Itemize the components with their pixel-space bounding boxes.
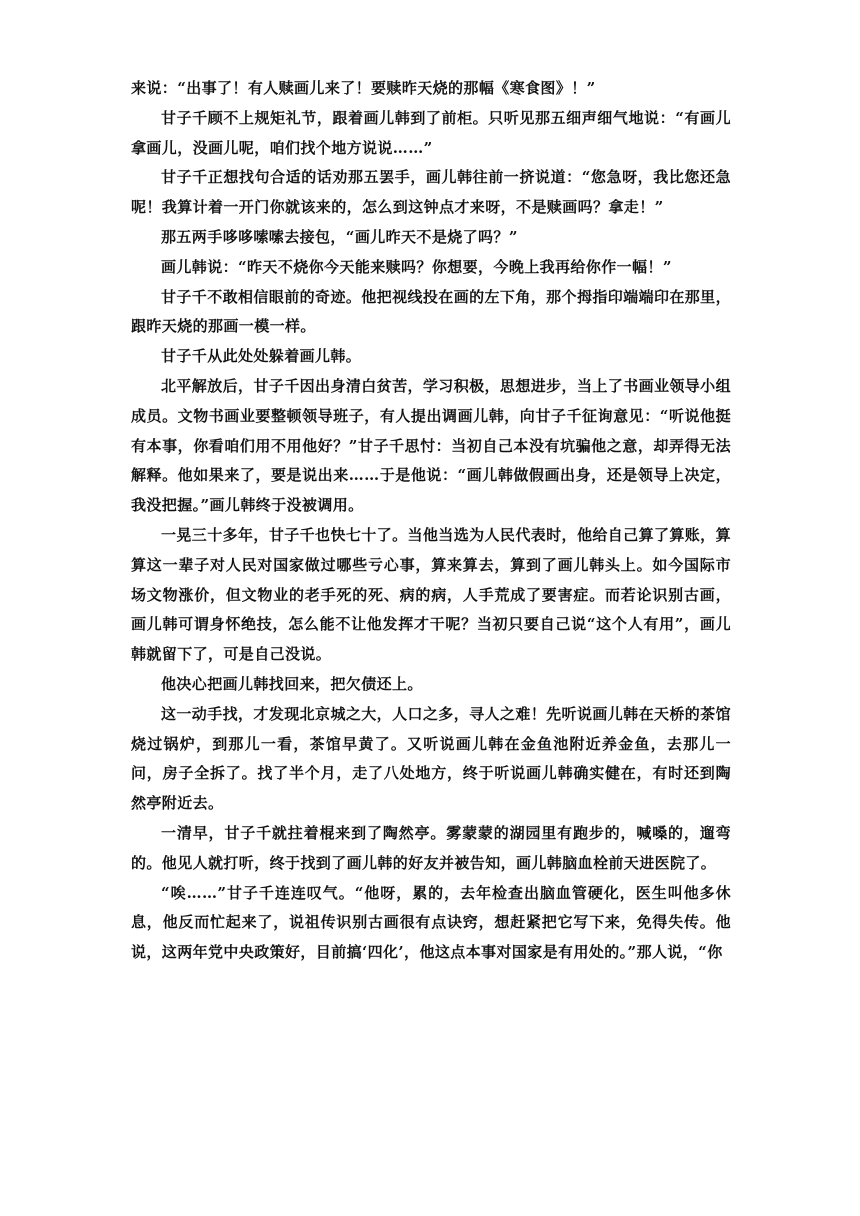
paragraph-10: 他决心把画儿韩找回来，把欠债还上。: [161, 674, 423, 693]
paragraph-8: 北平解放后，甘子千因出身清白贫苦，学习积极，思想进步，当上了书画业领导小组成员。文物书画业要整顿领导班子，有人提出调画儿韩，向甘子千征询意见：“听说他挺有本事，你看咱们用不用他好？”甘子千思忖：当初自己本没有坑骗他之意，却弄得无法解释。他如果来了，要是说出来……于是他说：“画儿韩做假画出身，还是领导上决定，我没把握。”画儿韩终于没被调用。: [131, 376, 731, 515]
paragraph-1: 来说：“出事了！有人赎画儿来了！要赎昨天烧的那幅《寒食图》！”: [131, 79, 596, 97]
paragraph-2: 甘子千顾不上规矩礼节，跟着画儿韩到了前柜。只听见那五细声细气地说：“有画儿拿画儿，没画儿呢，咱们找个地方说说……”: [131, 108, 731, 157]
paragraph-9: 一晃三十多年，甘子千也快七十了。当他当选为人民代表时，他给自己算了算账，算算这一辈子对人民对国家做过哪些亏心事，算来算去，算到了画儿韩头上。如今国际市场文物涨价，但文物业的老手死的死、病的病，人手荒成了要害症。而若论识别古画，画儿韩可谓身怀绝技，怎么能不让他发挥才干呢？当初只要自己说“这个人有用”，画儿韩就留下了，可是自己没说。: [131, 525, 731, 664]
paragraph-13: “唉……”甘子千连连叹气。“他呀，累的，去年检查出脑血管硬化，医生叫他多休息，他反而忙起来了，说祖传识别古画很有点诀窍，想赶紧把它写下来，免得失传。他说，这两年党中央政策好，目前搞‘四化’，他这点本事对国家是有用处的。”那人说，“你: [131, 883, 731, 962]
paragraph-6: 甘子千不敢相信眼前的奇迹。他把视线投在画的左下角，那个拇指印端端印在那里，跟昨天烧的那画一模一样。: [131, 287, 731, 336]
paragraph-4: 那五两手哆哆嗦嗦去接包，“画儿昨天不是烧了吗？”: [161, 227, 518, 246]
paragraph-7: 甘子千从此处处躲着画儿韩。: [161, 347, 362, 366]
story-text: [131, 74, 731, 968]
paragraph-11: 这一动手找，才发现北京城之大，人口之多，寻人之难！先听说画儿韩在天桥的茶馆烧过锅炉，到那儿一看，茶馆早黄了。又听说画儿韩在金鱼池附近养金鱼，去那儿一问，房子全拆了。找了半个月，走了八处地方，终于听说画儿韩确实健在，有时还到陶然亭附近去。: [131, 704, 731, 813]
paragraph-3: 甘子千正想找句合适的话劝那五罢手，画儿韩往前一挤说道：“您急呀，我比您还急呢！我算计着一开门你就该来的，怎么到这钟点才来呀，不是赎画吗？拿走！”: [131, 168, 731, 217]
paragraph-5: 画儿韩说：“昨天不烧你今天能来赎吗？你想要，今晚上我再给你作一幅！”: [161, 257, 672, 276]
paragraph-12: 一清早，甘子千就拄着棍来到了陶然亭。雾蒙蒙的湖园里有跑步的，喊嗓的，遛弯的。他见人就打听，终于找到了画儿韩的好友并被告知，画儿韩脑血栓前天进医院了。: [131, 823, 731, 872]
